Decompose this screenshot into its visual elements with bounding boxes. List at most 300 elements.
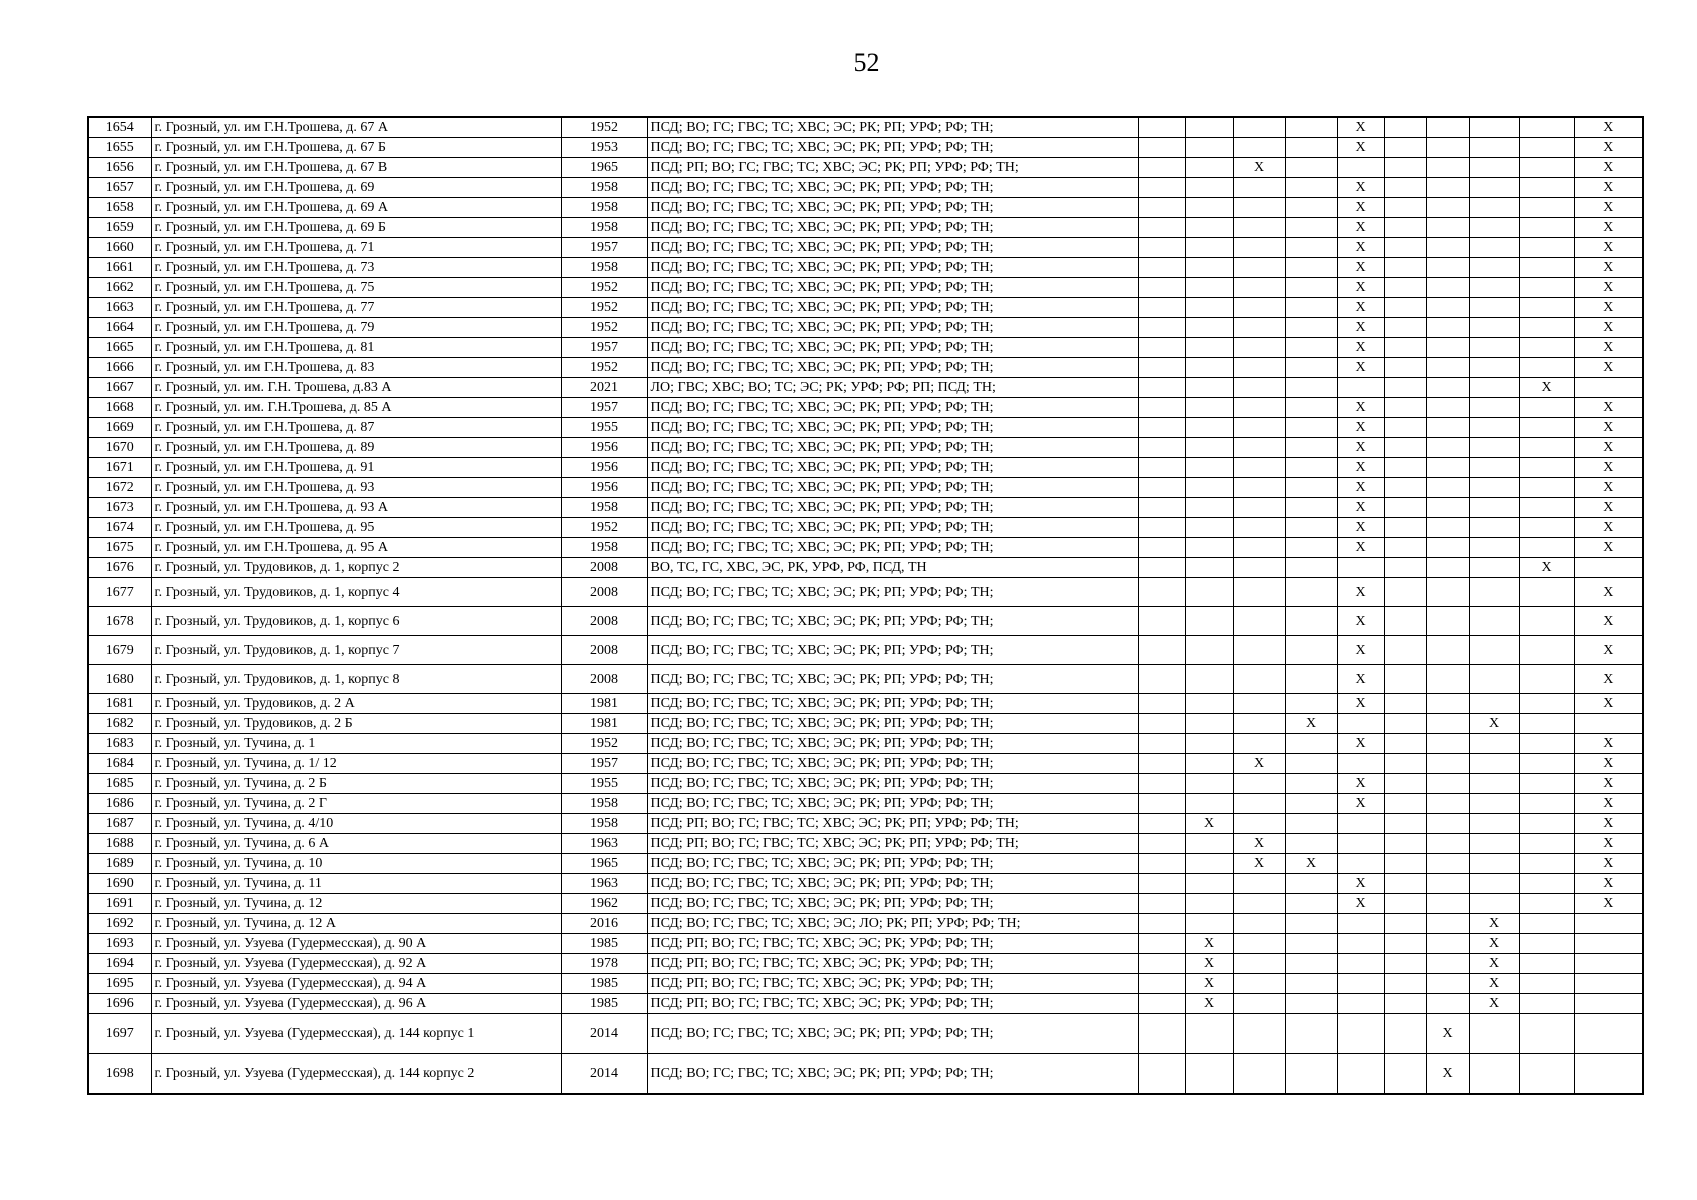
year-cell: 2021 [561, 378, 647, 398]
year-cell: 2014 [561, 1014, 647, 1054]
mark-cell: X [1574, 498, 1643, 518]
mark-cell: X [1185, 994, 1233, 1014]
mark-cell: X [1285, 854, 1337, 874]
year-cell: 2016 [561, 914, 647, 934]
services-cell: ВО, ТС, ГС, ХВС, ЭС, РК, УРФ, РФ, ПСД, ТН [647, 558, 1138, 578]
address-cell: г. Грозный, ул. Узуева (Гудермесская), д. 90 А [151, 934, 561, 954]
mark-cell [1233, 694, 1285, 714]
mark-cell [1138, 665, 1185, 694]
mark-cell [1519, 158, 1574, 178]
mark-cell [1138, 258, 1185, 278]
mark-cell [1426, 418, 1469, 438]
mark-cell [1185, 538, 1233, 558]
mark-cell [1519, 438, 1574, 458]
mark-cell [1384, 338, 1426, 358]
row-number-cell: 1666 [88, 358, 151, 378]
row-number-cell: 1680 [88, 665, 151, 694]
mark-cell [1285, 578, 1337, 607]
mark-cell [1574, 914, 1643, 934]
mark-cell [1285, 358, 1337, 378]
mark-cell [1138, 934, 1185, 954]
table-row [88, 498, 1643, 518]
mark-cell [1384, 398, 1426, 418]
mark-cell [1469, 338, 1519, 358]
mark-cell [1519, 178, 1574, 198]
row-number-cell: 1656 [88, 158, 151, 178]
mark-cell [1384, 158, 1426, 178]
services-cell: ПСД; ВО; ГС; ГВС; ТС; ХВС; ЭС; РК; РП; УРФ; РФ; ТН; [647, 338, 1138, 358]
services-cell: ПСД; ВО; ГС; ГВС; ТС; ХВС; ЭС; РК; РП; УРФ; РФ; ТН; [647, 218, 1138, 238]
mark-cell [1185, 794, 1233, 814]
mark-cell [1185, 774, 1233, 794]
address-cell: г. Грозный, ул. им Г.Н.Трошева, д. 95 А [151, 538, 561, 558]
mark-cell [1519, 814, 1574, 834]
year-cell: 1953 [561, 138, 647, 158]
mark-cell [1138, 398, 1185, 418]
mark-cell: X [1233, 834, 1285, 854]
table-row [88, 665, 1643, 694]
mark-cell [1384, 894, 1426, 914]
row-number-cell: 1677 [88, 578, 151, 607]
address-cell: г. Грозный, ул. им Г.Н.Трошева, д. 89 [151, 438, 561, 458]
mark-cell [1285, 814, 1337, 834]
mark-cell: X [1337, 694, 1384, 714]
mark-cell [1337, 158, 1384, 178]
mark-cell [1337, 558, 1384, 578]
mark-cell: X [1185, 814, 1233, 834]
mark-cell [1469, 834, 1519, 854]
mark-cell [1285, 518, 1337, 538]
mark-cell [1574, 1014, 1643, 1054]
services-cell: ПСД; ВО; ГС; ГВС; ТС; ХВС; ЭС; РК; РП; УРФ; РФ; ТН; [647, 398, 1138, 418]
mark-cell: X [1574, 636, 1643, 665]
mark-cell: X [1337, 894, 1384, 914]
mark-cell [1384, 518, 1426, 538]
mark-cell [1285, 754, 1337, 774]
mark-cell [1426, 498, 1469, 518]
mark-cell [1519, 218, 1574, 238]
mark-cell: X [1337, 607, 1384, 636]
mark-cell [1233, 338, 1285, 358]
mark-cell [1426, 714, 1469, 734]
services-cell: ПСД; ВО; ГС; ГВС; ТС; ХВС; ЭС; РК; РП; УРФ; РФ; ТН; [647, 607, 1138, 636]
mark-cell [1426, 974, 1469, 994]
address-cell: г. Грозный, ул. им Г.Н.Трошева, д. 79 [151, 318, 561, 338]
table-row [88, 278, 1643, 298]
year-cell: 1958 [561, 218, 647, 238]
mark-cell [1285, 914, 1337, 934]
mark-cell [1185, 714, 1233, 734]
year-cell: 1957 [561, 754, 647, 774]
mark-cell [1185, 607, 1233, 636]
mark-cell [1233, 138, 1285, 158]
year-cell: 1952 [561, 518, 647, 538]
mark-cell: X [1574, 198, 1643, 218]
mark-cell [1574, 1054, 1643, 1095]
mark-cell: X [1185, 954, 1233, 974]
table-row [88, 578, 1643, 607]
row-number-cell: 1676 [88, 558, 151, 578]
row-number-cell: 1658 [88, 198, 151, 218]
mark-cell [1337, 994, 1384, 1014]
services-cell: ПСД; ВО; ГС; ГВС; ТС; ХВС; ЭС; РК; РП; УРФ; РФ; ТН; [647, 518, 1138, 538]
mark-cell [1285, 138, 1337, 158]
mark-cell: X [1574, 607, 1643, 636]
mark-cell: X [1574, 338, 1643, 358]
table-row [88, 814, 1643, 834]
address-cell: г. Грозный, ул. им Г.Н.Трошева, д. 93 [151, 478, 561, 498]
services-cell: ЛО; ГВС; ХВС; ВО; ТС; ЭС; РК; УРФ; РФ; РП; ПСД; ТН; [647, 378, 1138, 398]
mark-cell [1384, 694, 1426, 714]
mark-cell: X [1574, 418, 1643, 438]
year-cell: 1952 [561, 318, 647, 338]
services-cell: ПСД; ВО; ГС; ГВС; ТС; ХВС; ЭС; РК; РП; УРФ; РФ; ТН; [647, 458, 1138, 478]
mark-cell [1138, 954, 1185, 974]
mark-cell [1138, 218, 1185, 238]
mark-cell: X [1337, 398, 1384, 418]
address-cell: г. Грозный, ул. Узуева (Гудермесская), д. 92 А [151, 954, 561, 974]
table-row [88, 934, 1643, 954]
table-row [88, 854, 1643, 874]
year-cell: 1981 [561, 714, 647, 734]
mark-cell [1138, 974, 1185, 994]
services-cell: ПСД; ВО; ГС; ГВС; ТС; ХВС; ЭС; РК; РП; УРФ; РФ; ТН; [647, 538, 1138, 558]
address-cell: г. Грозный, ул. им Г.Н.Трошева, д. 67 Б [151, 138, 561, 158]
mark-cell [1384, 178, 1426, 198]
mark-cell [1185, 438, 1233, 458]
mark-cell [1337, 954, 1384, 974]
mark-cell: X [1574, 138, 1643, 158]
mark-cell: X [1285, 714, 1337, 734]
mark-cell: X [1337, 438, 1384, 458]
mark-cell [1426, 438, 1469, 458]
mark-cell [1519, 694, 1574, 714]
services-cell: ПСД; ВО; ГС; ГВС; ТС; ХВС; ЭС; РК; РП; УРФ; РФ; ТН; [647, 754, 1138, 774]
mark-cell [1469, 238, 1519, 258]
year-cell: 2008 [561, 578, 647, 607]
table-row [88, 218, 1643, 238]
services-cell: ПСД; ВО; ГС; ГВС; ТС; ХВС; ЭС; РК; РП; УРФ; РФ; ТН; [647, 298, 1138, 318]
table-row [88, 478, 1643, 498]
mark-cell [1574, 714, 1643, 734]
mark-cell [1469, 117, 1519, 138]
mark-cell [1519, 138, 1574, 158]
row-number-cell: 1671 [88, 458, 151, 478]
services-cell: ПСД; ВО; ГС; ГВС; ТС; ХВС; ЭС; РК; РП; УРФ; РФ; ТН; [647, 438, 1138, 458]
year-cell: 1957 [561, 398, 647, 418]
mark-cell [1519, 418, 1574, 438]
mark-cell [1138, 994, 1185, 1014]
services-cell: ПСД; ВО; ГС; ГВС; ТС; ХВС; ЭС; РК; РП; УРФ; РФ; ТН; [647, 1054, 1138, 1095]
mark-cell [1384, 478, 1426, 498]
mark-cell [1384, 974, 1426, 994]
mark-cell: X [1574, 318, 1643, 338]
mark-cell [1138, 338, 1185, 358]
mark-cell [1574, 974, 1643, 994]
table-row [88, 418, 1643, 438]
row-number-cell: 1672 [88, 478, 151, 498]
mark-cell [1519, 518, 1574, 538]
mark-cell [1384, 438, 1426, 458]
mark-cell [1185, 398, 1233, 418]
services-cell: ПСД; РП; ВО; ГС; ГВС; ТС; ХВС; ЭС; РК; РП; УРФ; РФ; ТН; [647, 158, 1138, 178]
mark-cell [1469, 774, 1519, 794]
mark-cell [1384, 318, 1426, 338]
mark-cell [1285, 438, 1337, 458]
mark-cell [1519, 607, 1574, 636]
address-cell: г. Грозный, ул. им Г.Н.Трошева, д. 95 [151, 518, 561, 538]
mark-cell [1185, 358, 1233, 378]
mark-cell [1426, 278, 1469, 298]
mark-cell [1519, 198, 1574, 218]
mark-cell: X [1469, 974, 1519, 994]
mark-cell: X [1574, 894, 1643, 914]
mark-cell [1233, 458, 1285, 478]
mark-cell [1138, 318, 1185, 338]
mark-cell [1138, 578, 1185, 607]
mark-cell [1185, 518, 1233, 538]
mark-cell [1233, 607, 1285, 636]
mark-cell [1426, 218, 1469, 238]
mark-cell [1384, 834, 1426, 854]
mark-cell [1138, 198, 1185, 218]
mark-cell [1138, 734, 1185, 754]
mark-cell [1519, 538, 1574, 558]
housing-register-table [87, 116, 1644, 1095]
services-cell: ПСД; ВО; ГС; ГВС; ТС; ХВС; ЭС; РК; РП; УРФ; РФ; ТН; [647, 418, 1138, 438]
mark-cell [1138, 754, 1185, 774]
mark-cell: X [1574, 398, 1643, 418]
year-cell: 1956 [561, 438, 647, 458]
mark-cell: X [1574, 538, 1643, 558]
mark-cell [1519, 1054, 1574, 1095]
address-cell: г. Грозный, ул. Трудовиков, д. 2 Б [151, 714, 561, 734]
mark-cell [1185, 298, 1233, 318]
mark-cell [1519, 578, 1574, 607]
row-number-cell: 1668 [88, 398, 151, 418]
mark-cell [1233, 278, 1285, 298]
row-number-cell: 1673 [88, 498, 151, 518]
year-cell: 1957 [561, 338, 647, 358]
mark-cell [1384, 1014, 1426, 1054]
mark-cell [1469, 478, 1519, 498]
mark-cell [1337, 1014, 1384, 1054]
services-cell: ПСД; ВО; ГС; ГВС; ТС; ХВС; ЭС; РК; РП; УРФ; РФ; ТН; [647, 894, 1138, 914]
table-row [88, 607, 1643, 636]
mark-cell [1384, 117, 1426, 138]
address-cell: г. Грозный, ул. им Г.Н.Трошева, д. 81 [151, 338, 561, 358]
mark-cell [1574, 994, 1643, 1014]
mark-cell [1337, 754, 1384, 774]
mark-cell [1384, 934, 1426, 954]
mark-cell [1138, 894, 1185, 914]
address-cell: г. Грозный, ул. Тучина, д. 2 Г [151, 794, 561, 814]
address-cell: г. Грозный, ул. им Г.Н.Трошева, д. 69 Б [151, 218, 561, 238]
year-cell: 2014 [561, 1054, 647, 1095]
mark-cell [1185, 278, 1233, 298]
mark-cell [1233, 378, 1285, 398]
mark-cell [1138, 358, 1185, 378]
mark-cell: X [1469, 934, 1519, 954]
mark-cell: X [1337, 138, 1384, 158]
row-number-cell: 1698 [88, 1054, 151, 1095]
mark-cell [1574, 558, 1643, 578]
address-cell: г. Грозный, ул. Тучина, д. 2 Б [151, 774, 561, 794]
mark-cell [1233, 914, 1285, 934]
mark-cell [1233, 198, 1285, 218]
year-cell: 1958 [561, 794, 647, 814]
table-row [88, 794, 1643, 814]
mark-cell [1426, 298, 1469, 318]
mark-cell: X [1337, 458, 1384, 478]
year-cell: 1958 [561, 498, 647, 518]
mark-cell [1426, 158, 1469, 178]
mark-cell [1185, 498, 1233, 518]
mark-cell [1285, 278, 1337, 298]
table-row [88, 636, 1643, 665]
table-row [88, 138, 1643, 158]
mark-cell [1185, 258, 1233, 278]
mark-cell: X [1337, 358, 1384, 378]
services-cell: ПСД; ВО; ГС; ГВС; ТС; ХВС; ЭС; РК; РП; УРФ; РФ; ТН; [647, 198, 1138, 218]
mark-cell [1233, 258, 1285, 278]
mark-cell: X [1574, 458, 1643, 478]
mark-cell [1138, 438, 1185, 458]
mark-cell [1233, 358, 1285, 378]
mark-cell: X [1574, 298, 1643, 318]
mark-cell [1469, 418, 1519, 438]
mark-cell [1519, 1014, 1574, 1054]
mark-cell [1426, 607, 1469, 636]
table-row [88, 518, 1643, 538]
mark-cell [1384, 607, 1426, 636]
mark-cell [1285, 1054, 1337, 1095]
row-number-cell: 1665 [88, 338, 151, 358]
mark-cell [1426, 458, 1469, 478]
mark-cell [1285, 218, 1337, 238]
row-number-cell: 1660 [88, 238, 151, 258]
mark-cell [1138, 854, 1185, 874]
mark-cell [1233, 1014, 1285, 1054]
mark-cell [1384, 714, 1426, 734]
mark-cell [1469, 518, 1519, 538]
mark-cell [1519, 478, 1574, 498]
year-cell: 1981 [561, 694, 647, 714]
mark-cell [1384, 1054, 1426, 1095]
mark-cell: X [1574, 258, 1643, 278]
mark-cell [1384, 665, 1426, 694]
mark-cell: X [1337, 418, 1384, 438]
mark-cell: X [1574, 734, 1643, 754]
mark-cell [1185, 117, 1233, 138]
address-cell: г. Грозный, ул. им Г.Н.Трошева, д. 91 [151, 458, 561, 478]
mark-cell [1519, 734, 1574, 754]
services-cell: ПСД; ВО; ГС; ГВС; ТС; ХВС; ЭС; РК; РП; УРФ; РФ; ТН; [647, 1014, 1138, 1054]
mark-cell [1138, 874, 1185, 894]
mark-cell [1426, 834, 1469, 854]
mark-cell [1384, 378, 1426, 398]
row-number-cell: 1684 [88, 754, 151, 774]
row-number-cell: 1674 [88, 518, 151, 538]
mark-cell [1384, 218, 1426, 238]
mark-cell [1285, 318, 1337, 338]
mark-cell [1519, 238, 1574, 258]
mark-cell [1285, 558, 1337, 578]
mark-cell [1285, 258, 1337, 278]
mark-cell [1185, 578, 1233, 607]
services-cell: ПСД; ВО; ГС; ГВС; ТС; ХВС; ЭС; РК; РП; УРФ; РФ; ТН; [647, 318, 1138, 338]
mark-cell [1469, 607, 1519, 636]
mark-cell [1384, 558, 1426, 578]
mark-cell: X [1426, 1014, 1469, 1054]
mark-cell [1469, 318, 1519, 338]
mark-cell [1185, 754, 1233, 774]
mark-cell [1384, 636, 1426, 665]
table-row [88, 954, 1643, 974]
year-cell: 1958 [561, 178, 647, 198]
mark-cell [1285, 338, 1337, 358]
mark-cell [1285, 694, 1337, 714]
row-number-cell: 1690 [88, 874, 151, 894]
mark-cell [1233, 478, 1285, 498]
mark-cell [1519, 994, 1574, 1014]
mark-cell [1185, 734, 1233, 754]
mark-cell [1519, 954, 1574, 974]
services-cell: ПСД; ВО; ГС; ГВС; ТС; ХВС; ЭС; РК; РП; УРФ; РФ; ТН; [647, 794, 1138, 814]
mark-cell [1138, 1054, 1185, 1095]
mark-cell [1285, 158, 1337, 178]
mark-cell [1138, 478, 1185, 498]
address-cell: г. Грозный, ул. Тучина, д. 1/ 12 [151, 754, 561, 774]
mark-cell [1384, 298, 1426, 318]
mark-cell [1233, 934, 1285, 954]
mark-cell [1185, 1014, 1233, 1054]
mark-cell [1337, 834, 1384, 854]
mark-cell [1233, 1054, 1285, 1095]
mark-cell [1426, 318, 1469, 338]
mark-cell [1337, 714, 1384, 734]
mark-cell [1337, 1054, 1384, 1095]
mark-cell [1233, 178, 1285, 198]
mark-cell [1185, 198, 1233, 218]
table-row [88, 694, 1643, 714]
mark-cell [1233, 714, 1285, 734]
year-cell: 1958 [561, 258, 647, 278]
address-cell: г. Грозный, ул. им Г.Н.Трошева, д. 71 [151, 238, 561, 258]
address-cell: г. Грозный, ул. им Г.Н.Трошева, д. 69 [151, 178, 561, 198]
mark-cell [1233, 814, 1285, 834]
address-cell: г. Грозный, ул. Тучина, д. 4/10 [151, 814, 561, 834]
mark-cell [1519, 298, 1574, 318]
mark-cell [1519, 358, 1574, 378]
mark-cell [1426, 478, 1469, 498]
mark-cell [1138, 558, 1185, 578]
mark-cell: X [1185, 974, 1233, 994]
services-cell: ПСД; ВО; ГС; ГВС; ТС; ХВС; ЭС; РК; РП; УРФ; РФ; ТН; [647, 278, 1138, 298]
mark-cell [1285, 418, 1337, 438]
row-number-cell: 1695 [88, 974, 151, 994]
services-cell: ПСД; ВО; ГС; ГВС; ТС; ХВС; ЭС; РК; РП; УРФ; РФ; ТН; [647, 478, 1138, 498]
mark-cell [1426, 636, 1469, 665]
mark-cell [1519, 794, 1574, 814]
table-row [88, 974, 1643, 994]
mark-cell [1469, 358, 1519, 378]
mark-cell [1233, 894, 1285, 914]
mark-cell [1185, 558, 1233, 578]
mark-cell [1519, 458, 1574, 478]
mark-cell: X [1337, 218, 1384, 238]
mark-cell [1285, 378, 1337, 398]
